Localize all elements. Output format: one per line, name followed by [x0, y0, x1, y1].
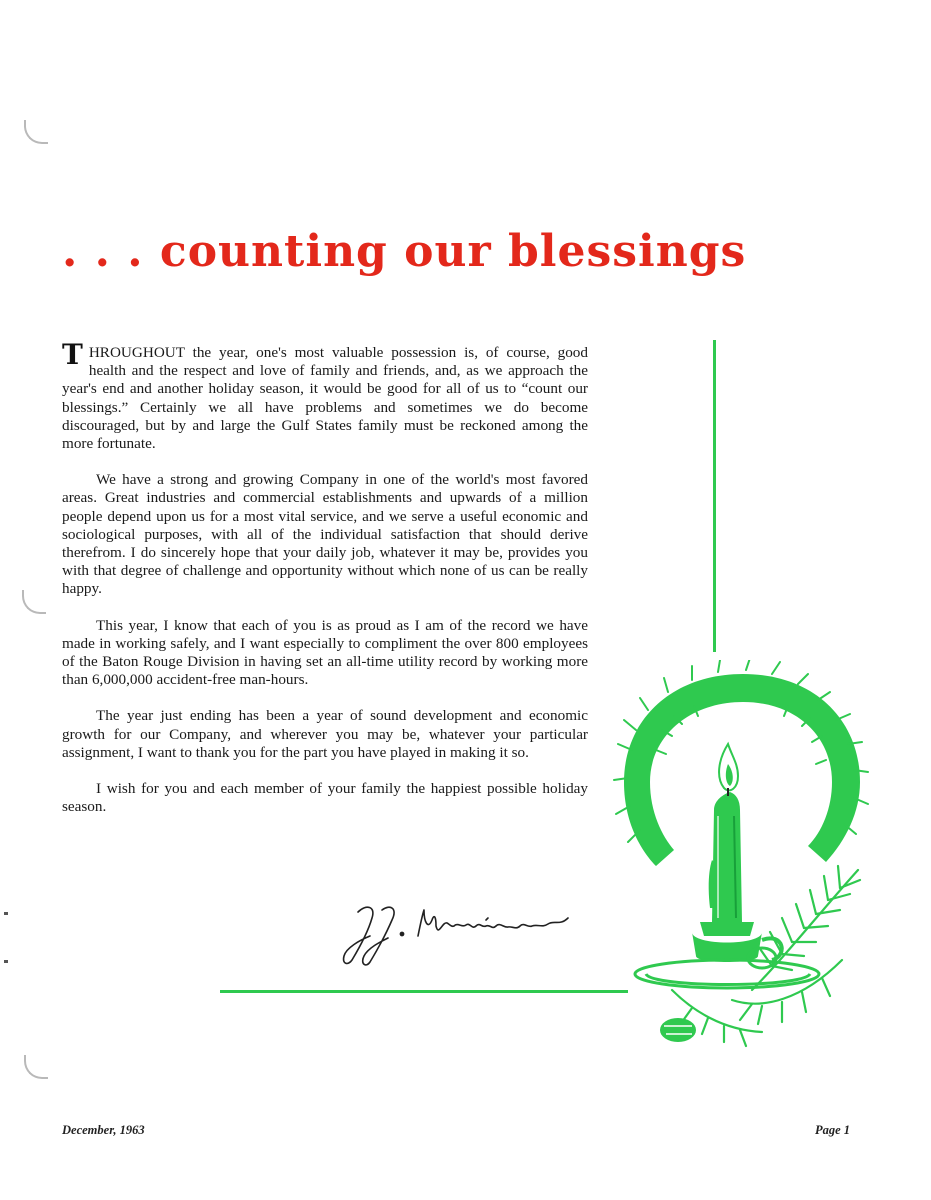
punch-hole [22, 590, 46, 614]
paragraph-4: The year just ending has been a year of sound development and economic growth for our Company, and wherever you may be, whatever your particular assignment, I want to thank you for the part you have played in making it so. [62, 707, 588, 761]
page-title: . . . counting our blessings [62, 226, 747, 277]
paragraph-1 [62, 338, 588, 453]
paragraph-2: We have a strong and growing Company in one of the world's most favored areas. Great industries and commercial establishments and upwards of a million people depend upon us for a most vital service, and we serve a useful economic and sociological purposes, with all of the individual satisfaction that should derive therefrom. I do sincerely hope that your daily job, whatever it may be, provides you with that degree of challenge and opportunity without which none of us can be really happy. [62, 471, 588, 598]
footer-date: December, 1963 [62, 1123, 145, 1137]
letter-body [62, 338, 588, 834]
edge-mark [4, 912, 8, 915]
paragraph-5: I wish for you and each member of your family the happiest possible holiday season. [62, 780, 588, 816]
signature [336, 898, 596, 970]
footer-page-number: Page 1 [815, 1123, 851, 1137]
drop-cap: T [62, 338, 83, 371]
paragraph-1-text: HROUGHOUT the year, one's most valuable possession is, of course, good health and the respect and love of family and friends, and, as we approach the year's end and another holiday season, it would be good for all of us to “count our blessings.” Certainly we all have problems and sometimes we do become discouraged, but by and large the Gulf States family must be reckoned among the more fortunate. [62, 344, 588, 453]
paragraph-3: This year, I know that each of you is as proud as I am of the record we have made in working safely, and I want especially to compliment the over 800 employees of the Baton Rouge Division in having set an all-time utility record by working more than 6,000,000 accident-free man-hours. [62, 616, 588, 689]
punch-hole [24, 1055, 48, 1079]
edge-mark [4, 960, 8, 963]
punch-hole [24, 120, 48, 144]
wreath-candle-icon [612, 660, 874, 1060]
green-horizontal-rule [220, 990, 628, 993]
green-vertical-rule [713, 340, 716, 652]
